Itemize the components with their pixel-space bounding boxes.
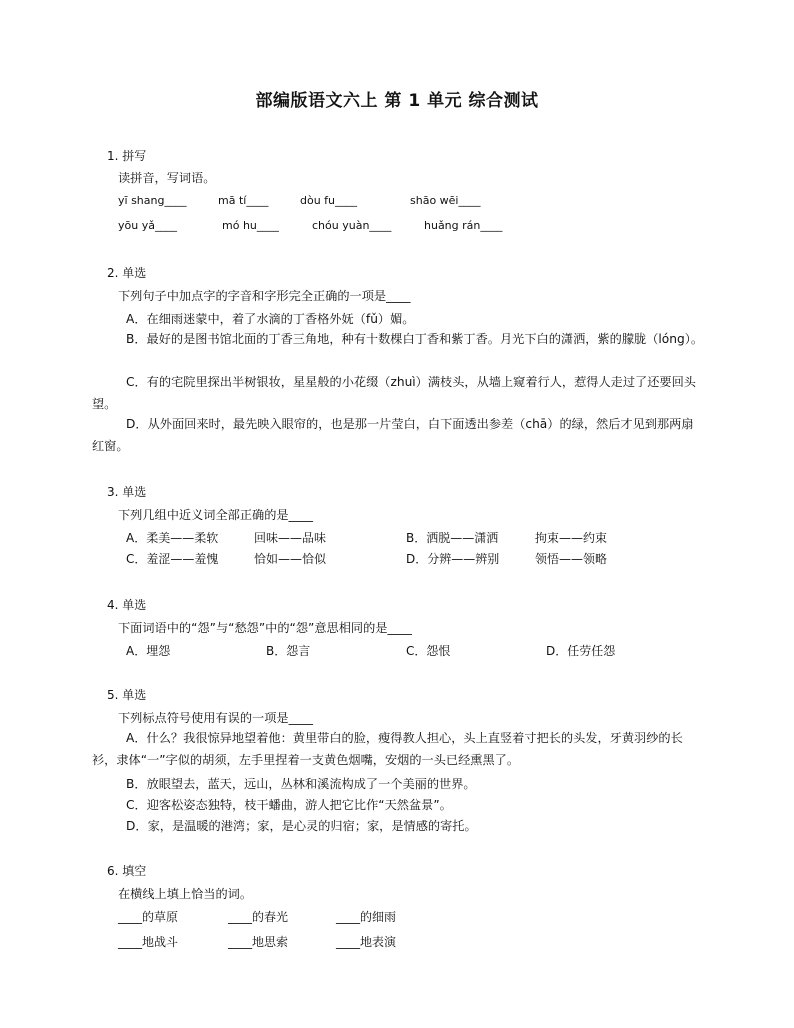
- question-3-option-b-pair: 拘束——约束: [535, 531, 608, 545]
- question-3-option-d: D．分辨——辨别: [406, 552, 500, 566]
- question-5-option-b: B．放眼望去，蓝天，远山，丛林和溪流构成了一个美丽的世界。: [126, 777, 476, 791]
- question-2-heading: 2. 单选: [107, 266, 147, 280]
- pinyin-item: yī shang____: [118, 194, 187, 207]
- question-3-option-c: C．羞涩——羞愧: [126, 552, 219, 566]
- fill-blank-item: ____地思索: [228, 935, 289, 949]
- pinyin-item: shāo wēi____: [410, 194, 481, 207]
- question-5-option-c: C．迎客松姿态独特，枝干蟠曲，游人把它比作“天然盆景”。: [126, 798, 452, 812]
- question-5-heading: 5. 单选: [107, 688, 147, 702]
- question-4-option-d: D．任劳任怨: [546, 644, 616, 658]
- pinyin-item: chóu yuàn____: [312, 219, 392, 232]
- question-4-stem: 下面词语中的“怨”与“愁怨”中的“怨”意思相同的是____: [118, 621, 412, 635]
- pinyin-item: dòu fu____: [300, 194, 358, 207]
- question-2-option-d: D．从外面回来时，最先映入眼帘的，也是那一片莹白，白下面透出参差（chā）的绿，然后才见到那两扇红窗。: [92, 417, 694, 453]
- question-1-heading: 1. 拼写: [107, 149, 147, 163]
- question-5-option-d: D．家，是温暖的港湾；家，是心灵的归宿；家，是情感的寄托。: [126, 819, 477, 833]
- question-2-option-b: B．最好的是图书馆北面的丁香三角地，种有十数棵白丁香和紫丁香。月光下白的潇洒，紫的朦胧（lóng）。: [126, 332, 704, 346]
- pinyin-item: mó hu____: [222, 219, 279, 232]
- question-3-option-b: B．洒脱——潇洒: [406, 531, 499, 545]
- fill-blank-item: ____地战斗: [118, 935, 179, 949]
- question-1-stem: 读拼音，写词语。: [118, 171, 216, 185]
- question-4-heading: 4. 单选: [107, 598, 147, 612]
- pinyin-item: huǎng rán____: [424, 219, 503, 232]
- question-6-stem: 在横线上填上恰当的词。: [118, 887, 253, 901]
- fill-blank-item: ____的细雨: [336, 910, 397, 924]
- fill-blank-item: ____的春光: [228, 910, 289, 924]
- question-3-option-c-pair: 恰如——恰似: [254, 552, 327, 566]
- question-4-option-c: C．怨恨: [406, 644, 451, 658]
- page-title: 部编版语文六上 第 1 单元 综合测试: [255, 91, 539, 111]
- question-3-option-a-pair: 回味——品味: [254, 531, 327, 545]
- fill-blank-item: ____的草原: [118, 910, 179, 924]
- pinyin-item: mā tí____: [218, 194, 269, 207]
- question-2-stem: 下列句子中加点字的字音和字形完全正确的一项是____: [118, 289, 411, 303]
- question-4-option-b: B．怨言: [266, 644, 311, 658]
- question-3-heading: 3. 单选: [107, 485, 147, 499]
- question-6-heading: 6. 填空: [107, 864, 147, 878]
- question-3-option-d-pair: 领悟——领略: [535, 552, 608, 566]
- question-5-stem: 下列标点符号使用有误的一项是____: [118, 711, 313, 725]
- question-3-option-a: A．柔美——柔软: [126, 531, 219, 545]
- question-2-option-a: A．在细雨迷蒙中，着了水滴的丁香格外妩（fǔ）媚。: [126, 312, 415, 326]
- question-4-option-a: A．埋怨: [126, 644, 171, 658]
- question-2-option-c: C．有的宅院里探出半树银妆，星星般的小花缀（zhuì）满枝头，从墙上窥着行人，惹得人走过了还要回头望。: [92, 375, 696, 411]
- question-3-stem: 下列几组中近义词全部正确的是____: [118, 508, 313, 522]
- question-5-option-a: A．什么？我很惊异地望着他：黄里带白的脸，瘦得教人担心，头上直竖着寸把长的头发，牙黄羽纱的长衫，隶体“一”字似的胡须，左手里捏着一支黄色烟嘴，安烟的一头已经熏黑了。: [92, 731, 683, 767]
- fill-blank-item: ____地表演: [336, 935, 397, 949]
- pinyin-item: yōu yǎ____: [118, 219, 177, 232]
